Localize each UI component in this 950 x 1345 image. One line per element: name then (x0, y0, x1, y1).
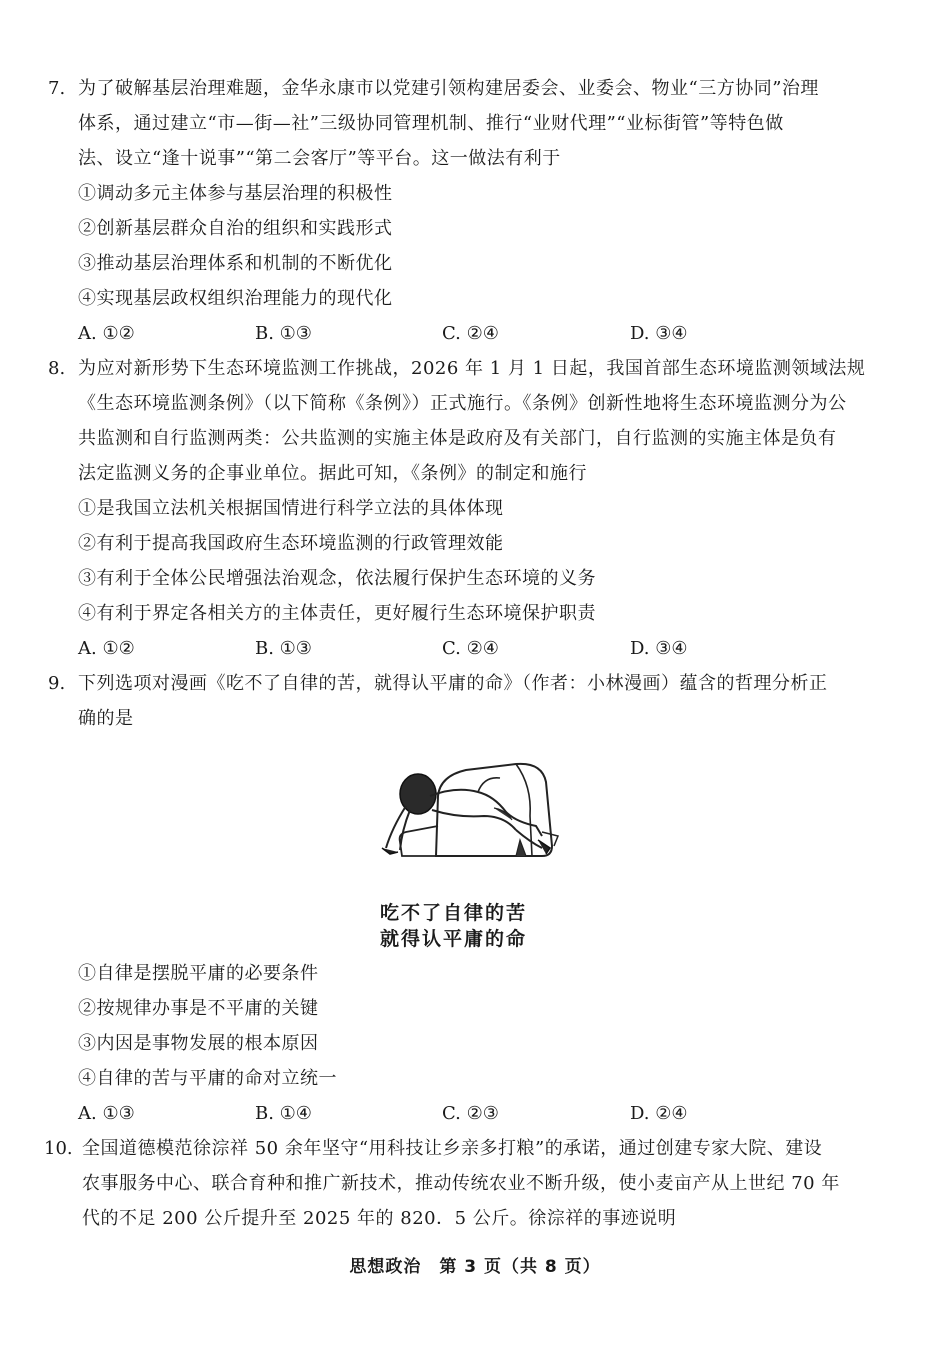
question-7-stem-line-2: 体系，通过建立“市—街—社”三级协同管理机制、推行“业财代理”“业标街管”等特色做 (78, 113, 784, 134)
question-7-stem-line-1: 为了破解基层治理难题，金华永康市以党建引领构建居委会、业委会、物业“三方协同”治理 (78, 78, 819, 99)
question-8-stem-line-4: 法定监测义务的企事业单位。据此可知，《条例》的制定和施行 (78, 463, 587, 484)
question-9-stem-line-2: 确的是 (78, 708, 134, 729)
question-7-option-b: B. ①③ (255, 323, 312, 344)
question-7-item-1: ①调动多元主体参与基层治理的积极性 (78, 183, 393, 204)
question-7-item-2: ②创新基层群众自治的组织和实践形式 (78, 218, 393, 239)
question-8-stem-line-3: 共监测和自行监测两类：公共监测的实施主体是政府及有关部门，自行监测的实施主体是负有 (78, 428, 837, 449)
question-7-item-4: ④实现基层政权组织治理能力的现代化 (78, 288, 393, 309)
question-7-option-a: A. ①② (78, 323, 135, 344)
question-7-option-d: D. ③④ (630, 323, 688, 344)
cartoon-caption-line-2: 就得认平庸的命 (380, 928, 528, 950)
question-7-item-3: ③推动基层治理体系和机制的不断优化 (78, 253, 393, 274)
question-8-stem-line-1: 为应对新形势下生态环境监测工作挑战，2026 年 1 月 1 日起，我国首部生态环境监测领域法规 (78, 358, 866, 379)
question-9-item-4: ④自律的苦与平庸的命对立统一 (78, 1068, 337, 1089)
question-9-option-a: A. ①③ (78, 1103, 135, 1124)
question-8-option-a: A. ①② (78, 638, 135, 659)
question-8-option-d: D. ③④ (630, 638, 688, 659)
question-9-item-2: ②按规律办事是不平庸的关键 (78, 998, 319, 1019)
question-8-number: 8. (48, 358, 66, 379)
question-9-item-1: ①自律是摆脱平庸的必要条件 (78, 963, 319, 984)
cartoon-illustration (366, 756, 578, 868)
question-7-number: 7. (48, 78, 66, 99)
question-8-item-3: ③有利于全体公民增强法治观念，依法履行保护生态环境的义务 (78, 568, 596, 589)
question-9-stem-line-1: 下列选项对漫画《吃不了自律的苦，就得认平庸的命》（作者：小林漫画）蕴含的哲理分析正 (78, 673, 828, 694)
page-footer: 思想政治 第 3 页（共 8 页） (349, 1257, 601, 1277)
question-10-stem-line-3: 代的不足 200 公斤提升至 2025 年的 820．5 公斤。徐淙祥的事迹说明 (82, 1208, 677, 1229)
question-8-option-b: B. ①③ (255, 638, 312, 659)
question-9-option-d: D. ②④ (630, 1103, 688, 1124)
cartoon-caption-line-1: 吃不了自律的苦 (380, 902, 528, 924)
question-10-stem-line-2: 农事服务中心、联合育种和推广新技术，推动传统农业不断升级，使小麦亩产从上世纪 70 年 (82, 1173, 840, 1194)
question-7-stem-line-3: 法、设立“逢十说事”“第二会客厅”等平台。这一做法有利于 (78, 148, 561, 169)
question-8-item-1: ①是我国立法机关根据国情进行科学立法的具体体现 (78, 498, 504, 519)
question-9-option-c: C. ②③ (442, 1103, 499, 1124)
question-8-item-4: ④有利于界定各相关方的主体责任，更好履行生态环境保护职责 (78, 603, 596, 624)
question-9-option-b: B. ①④ (255, 1103, 312, 1124)
question-7-option-c: C. ②④ (442, 323, 499, 344)
question-10-stem-line-1: 全国道德模范徐淙祥 50 余年坚守“用科技让乡亲多打粮”的承诺，通过创建专家大院、建设 (82, 1138, 823, 1159)
question-9-item-3: ③内因是事物发展的根本原因 (78, 1033, 319, 1054)
question-8-option-c: C. ②④ (442, 638, 499, 659)
question-8-item-2: ②有利于提高我国政府生态环境监测的行政管理效能 (78, 533, 504, 554)
question-8-stem-line-2: 《生态环境监测条例》（以下简称《条例》）正式施行。《条例》创新性地将生态环境监测分为公 (78, 393, 847, 414)
question-10-number: 10. (44, 1138, 73, 1159)
question-9-number: 9. (48, 673, 66, 694)
